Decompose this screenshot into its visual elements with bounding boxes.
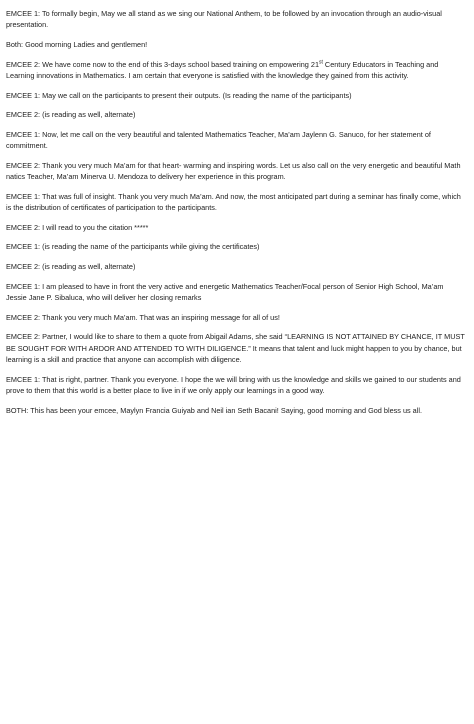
paragraph-experience: EMCEE 2: Thank you very much Ma’am for that heart- warming and inspiring words. Let us also call on the very energetic and beautiful Math natics Teacher, Ma’am Minerva U. Mendoza to delivery her experience in this program. [6, 160, 461, 182]
paragraph-alternate-2: EMCEE 2: (is reading as well, alternate) [6, 261, 136, 271]
paragraph-alternate-1: EMCEE 2: (is reading as well, alternate) [6, 110, 136, 120]
paragraph-thanks: EMCEE 2: Thank you very much Ma’am. That was an inspiring message for all of us! [6, 312, 280, 322]
paragraph-commitment: EMCEE 1: Now, let me call on the very beautiful and talented Mathematics Teacher, Ma’am Jaylenn G. Sanuco, for her statement of commitment. [6, 129, 431, 151]
paragraph-greeting: Both: Good morning Ladies and gentlemen! [6, 40, 148, 49]
paragraph-closing-remarks: EMCEE 1: I am pleased to have in front the very active and energetic Mathematics Teacher/Focal person of Senior High School, Ma’am Jessie Jane P. Sibaluca, who will deliver her closing remarks [6, 281, 444, 302]
paragraph-training-end [6, 59, 466, 82]
paragraph-certificates: EMCEE 1: That was full of insight. Thank you very much Ma’am. And now, the most anticipated part during a seminar has finally come, which is the distribution of certificates of participation to the participants. [6, 191, 461, 213]
paragraph-anthem: EMCEE 1: To formally begin, May we all stand as we sing our National Anthem, to be followed by an invocation through an audio-visual presentation. [6, 9, 442, 30]
paragraph-training-end-text: EMCEE 2: We have come now to the end of this 3-days school based training on empowering 21st Century Educators in Teaching and Learning innovations in Mathematics. I am certain that everyone is satisfied with the knowledge they gained from this activity. [6, 59, 439, 80]
paragraph-reading-names: EMCEE 1: (is reading the name of the participants while giving the certificates) [6, 242, 260, 252]
ordinal-suffix: st [319, 59, 323, 66]
paragraph-hope: EMCEE 1: That is right, partner. Thank you everyone. I hope the we will bring with us the knowledge and skills we gained to our students and prove to them that this world is a better place to live in if we only apply our learnings in a good way. [6, 374, 461, 395]
document-body [6, 8, 466, 424]
paragraph-outputs: EMCEE 1: May we call on the participants to present their outputs. (Is reading the name of the participants) [6, 90, 352, 100]
paragraph-citation: EMCEE 2: I will read to you the citation ***** [6, 222, 149, 232]
paragraph-sign-off: BOTH: This has been your emcee, Maylyn Francia Guiyab and Neil ian Seth Bacani! Saying, good morning and God bless us all. [6, 405, 423, 415]
paragraph-quote: EMCEE 2: Partner, I would like to share to them a quote from Abigail Adams, she said “LEARNING IS NOT ATTAINED BY CHANCE, IT MUST BE SOUGHT FOR WITH ARDOR AND ATTENDED TO WITH DILIGENCE.” It means that talent and luck might happen to you by chance, but learning is a skill and practice that anyone can accomplish with diligence. [6, 332, 465, 364]
